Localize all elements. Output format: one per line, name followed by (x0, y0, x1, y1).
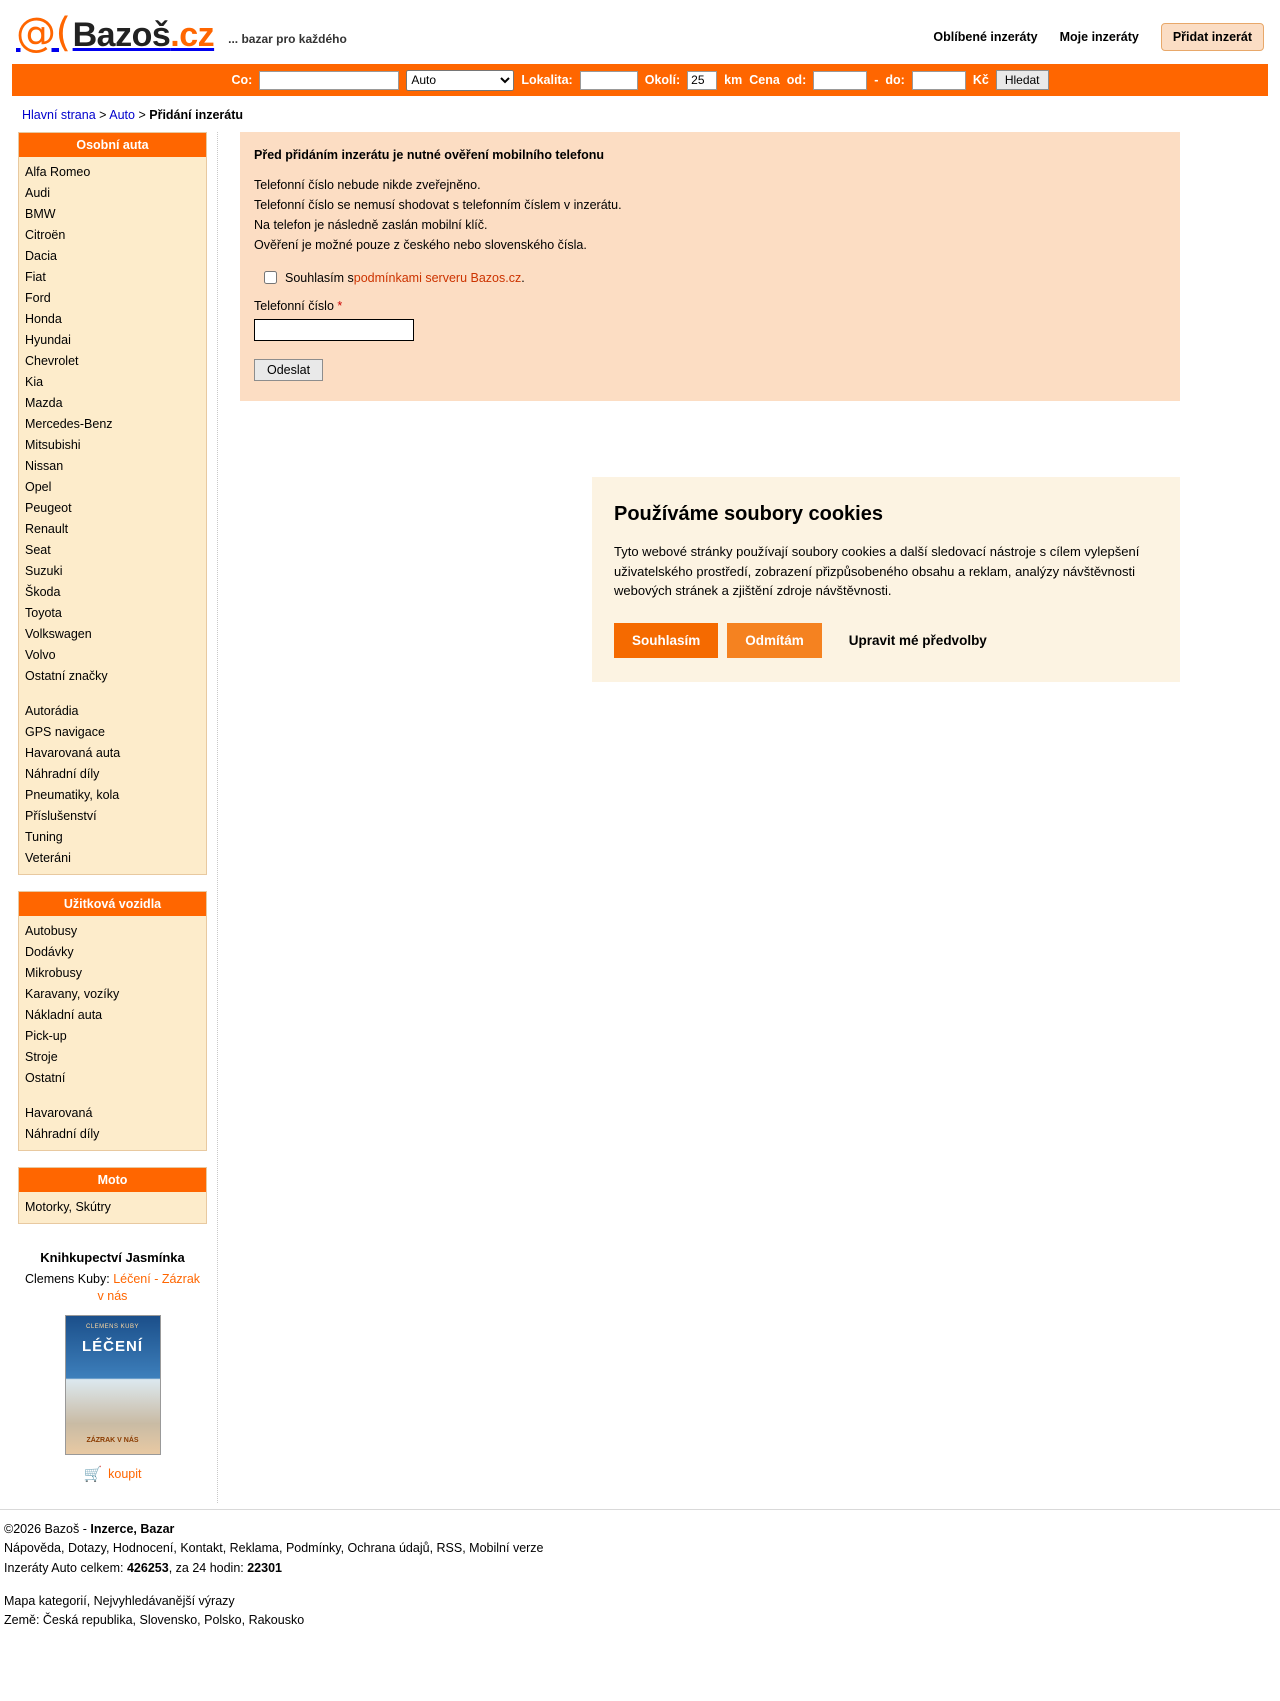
sidebar-item-audi[interactable]: Audi (25, 185, 51, 200)
phone-label-text: Telefonní číslo (254, 298, 334, 313)
sidebar-item-hyundai[interactable]: Hyundai (25, 332, 71, 347)
search-button[interactable]: Hledat (996, 70, 1049, 90)
sidebar-item-nahradni-dily[interactable]: Náhradní díly (25, 766, 100, 781)
sidebar-item-mikrobusy[interactable]: Mikrobusy (25, 965, 82, 980)
sidebar-box-list (19, 157, 206, 874)
sidebar-item-volkswagen[interactable]: Volkswagen (25, 626, 92, 641)
required-marker: * (337, 298, 343, 313)
footer-link-rss[interactable]: RSS (436, 1541, 463, 1556)
ad-buy-row[interactable] (22, 1465, 203, 1483)
sidebar-item-fiat[interactable]: Fiat (25, 269, 46, 284)
main-column (240, 132, 1262, 401)
verification-note-3: Na telefon je následně zaslán mobilní klíč. (254, 218, 488, 233)
ad-book-link[interactable]: Léčení - Zázrak v nás (97, 1272, 201, 1303)
price-from-label: od: (786, 73, 807, 87)
sidebar-item-nahradni-dily-uzitkova[interactable]: Náhradní díly (25, 1126, 100, 1141)
category-select[interactable] (406, 70, 514, 91)
terms-checkbox[interactable] (264, 271, 277, 284)
site-header (0, 0, 1280, 64)
sidebar-box-list (19, 1192, 206, 1223)
footer-copyright (4, 1520, 1280, 1539)
verification-note-2: Telefonní číslo se nemusí shodovat s telefonním číslem v inzerátu. (254, 198, 622, 213)
sidebar-box-title: Užitková vozidla (19, 892, 206, 916)
radius-input[interactable] (687, 71, 717, 90)
sidebar-item-seat[interactable]: Seat (25, 542, 51, 557)
footer-link-podminky[interactable]: Podmínky (285, 1541, 341, 1556)
sidebar-item-alfa-romeo[interactable]: Alfa Romeo (25, 164, 91, 179)
nav-favorites[interactable]: Oblíbené inzeráty (933, 30, 1038, 44)
sidebar-item-bmw[interactable]: BMW (25, 206, 56, 221)
sidebar-item-motorky-skutry[interactable]: Motorky, Skútry (25, 1199, 111, 1214)
sidebar-box-uzitkova-vozidla (18, 891, 207, 1151)
sidebar-divider (19, 1088, 206, 1102)
consent-text-suffix: . (521, 270, 525, 285)
sidebar-box-title: Osobní auta (19, 133, 206, 157)
footer-link-mapa-kategorii[interactable]: Mapa kategorií (4, 1593, 87, 1608)
submit-button[interactable]: Odeslat (254, 359, 323, 381)
sidebar-item-toyota[interactable]: Toyota (25, 605, 62, 620)
search-radius-label: Okolí: (644, 73, 681, 87)
sidebar-item-dodavky[interactable]: Dodávky (25, 944, 74, 959)
sidebar-item-ostatni[interactable]: Ostatní (25, 1070, 66, 1085)
sidebar-item-havarovana-auta[interactable]: Havarovaná auta (25, 745, 121, 760)
sidebar-item-veterani[interactable]: Veteráni (25, 850, 71, 865)
cookie-dialog-buttons (614, 623, 1156, 658)
sidebar-item-dacia[interactable]: Dacia (25, 248, 57, 263)
header-nav (933, 17, 1264, 51)
search-bar (12, 64, 1268, 96)
breadcrumb-item-auto[interactable]: Auto (109, 108, 135, 122)
footer-stats-mid: , za 24 hodin: (168, 1560, 248, 1575)
phone-field-label (254, 299, 1166, 313)
cookie-preferences-button[interactable]: Upravit mé předvolby (831, 623, 1005, 658)
cookie-dialog-text: Tyto webové stránky používají soubory cookies a další sledovací nástroje s cílem vylepšení uživatelského prostředí, zobrazení přizpůsobeného obsahu a reklam, analýzy návštěvnosti webových stránek a zjištění zdroje návštěvnosti. (614, 544, 1140, 598)
sidebar-item-karavany-voziky[interactable]: Karavany, vozíky (25, 986, 120, 1001)
content-area (0, 132, 1280, 1503)
sidebar-item-gps-navigace[interactable]: GPS navigace (25, 724, 105, 739)
cookie-reject-button[interactable]: Odmítám (727, 623, 822, 658)
sidebar-item-prislusenstvi[interactable]: Příslušenství (25, 808, 97, 823)
ad-cover-subtitle-text: ZÁZRAK V NÁS (86, 1436, 139, 1444)
breadcrumb-separator: > (99, 108, 107, 122)
cookie-accept-button[interactable]: Souhlasím (614, 623, 718, 658)
price-to-label: do: (885, 73, 905, 87)
sidebar-advertisement (18, 1250, 207, 1483)
search-input[interactable] (259, 71, 399, 90)
currency-label: Kč (972, 73, 989, 87)
site-tagline: ... bazar pro každého (228, 32, 347, 46)
footer-stats-day: 22301 (247, 1560, 282, 1575)
sidebar-item-stroje[interactable]: Stroje (25, 1049, 58, 1064)
phone-verification-panel (240, 132, 1180, 401)
sidebar-item-mazda[interactable]: Mazda (25, 395, 63, 410)
price-dash: - (874, 73, 879, 87)
verification-note-4: Ověření je možné pouze z českého nebo slovenského čísla. (254, 238, 587, 253)
sidebar-item-nissan[interactable]: Nissan (25, 458, 64, 473)
ad-book-line (22, 1271, 203, 1305)
sidebar-item-ostatni-znacky[interactable]: Ostatní značky (25, 668, 108, 683)
price-label: Cena (749, 73, 780, 87)
logo-tld: .cz (170, 16, 215, 54)
ad-shop-name: Knihkupectví Jasmínka (40, 1250, 185, 1265)
sidebar-item-opel[interactable]: Opel (25, 479, 52, 494)
price-from-input[interactable] (813, 71, 867, 90)
breadcrumb-item-current: Přidání inzerátu (149, 108, 244, 122)
footer-link-hodnoceni[interactable]: Hodnocení (112, 1541, 174, 1556)
sidebar-box-list (19, 916, 206, 1150)
footer-copyright-bold: Inzerce, Bazar (90, 1521, 175, 1536)
footer-link-napoveda[interactable]: Nápověda (4, 1541, 61, 1556)
sidebar-item-volvo[interactable]: Volvo (25, 647, 56, 662)
footer-stats-prefix: Inzeráty Auto celkem: (4, 1560, 127, 1575)
cookie-consent-dialog (592, 477, 1180, 682)
footer-link-reklama[interactable]: Reklama (229, 1541, 279, 1556)
verification-title: Před přidáním inzerátu je nutné ověření mobilního telefonu (254, 148, 605, 162)
add-ad-button[interactable]: Přidat inzerát (1161, 23, 1264, 51)
footer-countries (4, 1611, 1280, 1630)
footer-links: Nápověda, Dotazy, Hodnocení, Kontakt, Reklama, Podmínky, Ochrana údajů, RSS, Mobilní verze (4, 1541, 544, 1556)
site-logo[interactable] (16, 10, 215, 56)
ad-book-author: Clemens Kuby: (24, 1272, 110, 1286)
sidebar-item-ford[interactable]: Ford (25, 290, 51, 305)
search-location-label: Lokalita: (521, 73, 573, 87)
ad-cover-title-text: LÉČENÍ (81, 1337, 143, 1355)
sidebar-item-suzuki[interactable]: Suzuki (25, 563, 63, 578)
sidebar-item-honda[interactable]: Honda (25, 311, 62, 326)
sidebar (18, 132, 218, 1503)
sidebar-item-renault[interactable]: Renault (25, 521, 69, 536)
site-footer (0, 1509, 1280, 1655)
consent-row (254, 271, 1166, 285)
sidebar-item-havarovana[interactable]: Havarovaná (25, 1105, 93, 1120)
sidebar-item-mitsubishi[interactable]: Mitsubishi (25, 437, 81, 452)
sidebar-divider (19, 686, 206, 700)
footer-link-nejvyhledavanejsi[interactable]: Nejvyhledávanější výrazy (93, 1593, 235, 1608)
sidebar-box-title: Moto (19, 1168, 206, 1192)
ad-book-cover[interactable] (65, 1315, 161, 1455)
ad-cover-author-text: CLEMENS KUBY (85, 1323, 139, 1330)
nav-my-ads[interactable]: Moje inzeráty (1059, 30, 1139, 44)
footer-link-ochrana-udaju[interactable]: Ochrana údajů (347, 1541, 430, 1556)
sidebar-item-autobusy[interactable]: Autobusy (25, 923, 78, 938)
sidebar-item-pneumatiky-kola[interactable]: Pneumatiky, kola (25, 787, 120, 802)
verification-note-1: Telefonní číslo nebude nikde zveřejněno. (254, 178, 481, 192)
footer-countries-list: Česká republika, Slovensko, Polsko, Rakousko (42, 1613, 305, 1628)
radius-unit-label: km (724, 73, 743, 87)
price-to-input[interactable] (912, 71, 966, 90)
sidebar-item-nakladni-auta[interactable]: Nákladní auta (25, 1007, 103, 1022)
breadcrumb-item-home[interactable]: Hlavní strana (22, 108, 96, 122)
sidebar-item-chevrolet[interactable]: Chevrolet (25, 353, 79, 368)
breadcrumb (22, 108, 1280, 122)
sidebar-item-tuning[interactable]: Tuning (25, 829, 63, 844)
logo-at-icon: @( (16, 10, 71, 56)
footer-link-mobilni-verze[interactable]: Mobilní verze (469, 1541, 544, 1556)
sidebar-item-skoda[interactable]: Škoda (25, 584, 61, 599)
logo-text: Bazoš (72, 16, 171, 54)
terms-link[interactable]: podmínkami serveru Bazos.cz (353, 270, 522, 285)
footer-links-secondary: Mapa kategorií, Nejvyhledávanější výrazy (4, 1593, 235, 1608)
ad-buy-link[interactable]: koupit (108, 1466, 142, 1481)
footer-countries-label: Země: (4, 1613, 43, 1628)
consent-text-prefix: Souhlasím s (285, 270, 354, 285)
sidebar-box-moto (18, 1167, 207, 1224)
footer-copyright-text: ©2026 Bazoš - (4, 1521, 91, 1536)
phone-input[interactable] (254, 319, 414, 341)
footer-link-dotazy[interactable]: Dotazy (67, 1541, 106, 1556)
sidebar-item-citroen[interactable]: Citroën (25, 227, 66, 242)
sidebar-item-peugeot[interactable]: Peugeot (25, 500, 72, 515)
search-what-label: Co: (231, 73, 253, 87)
location-input[interactable] (580, 71, 638, 90)
sidebar-box-osobni-auta (18, 132, 207, 875)
sidebar-item-mercedes-benz[interactable]: Mercedes-Benz (25, 416, 113, 431)
breadcrumb-separator: > (138, 108, 146, 122)
sidebar-item-kia[interactable]: Kia (25, 374, 44, 389)
sidebar-item-pick-up[interactable]: Pick-up (25, 1028, 67, 1043)
footer-stats-total: 426253 (126, 1560, 169, 1575)
footer-link-kontakt[interactable]: Kontakt (180, 1541, 223, 1556)
sidebar-item-autoradia[interactable]: Autorádia (25, 703, 79, 718)
cookie-dialog-title: Používáme soubory cookies (614, 503, 883, 525)
footer-stats (4, 1559, 1280, 1578)
shopping-cart-icon: 🛒 (83, 1465, 103, 1483)
